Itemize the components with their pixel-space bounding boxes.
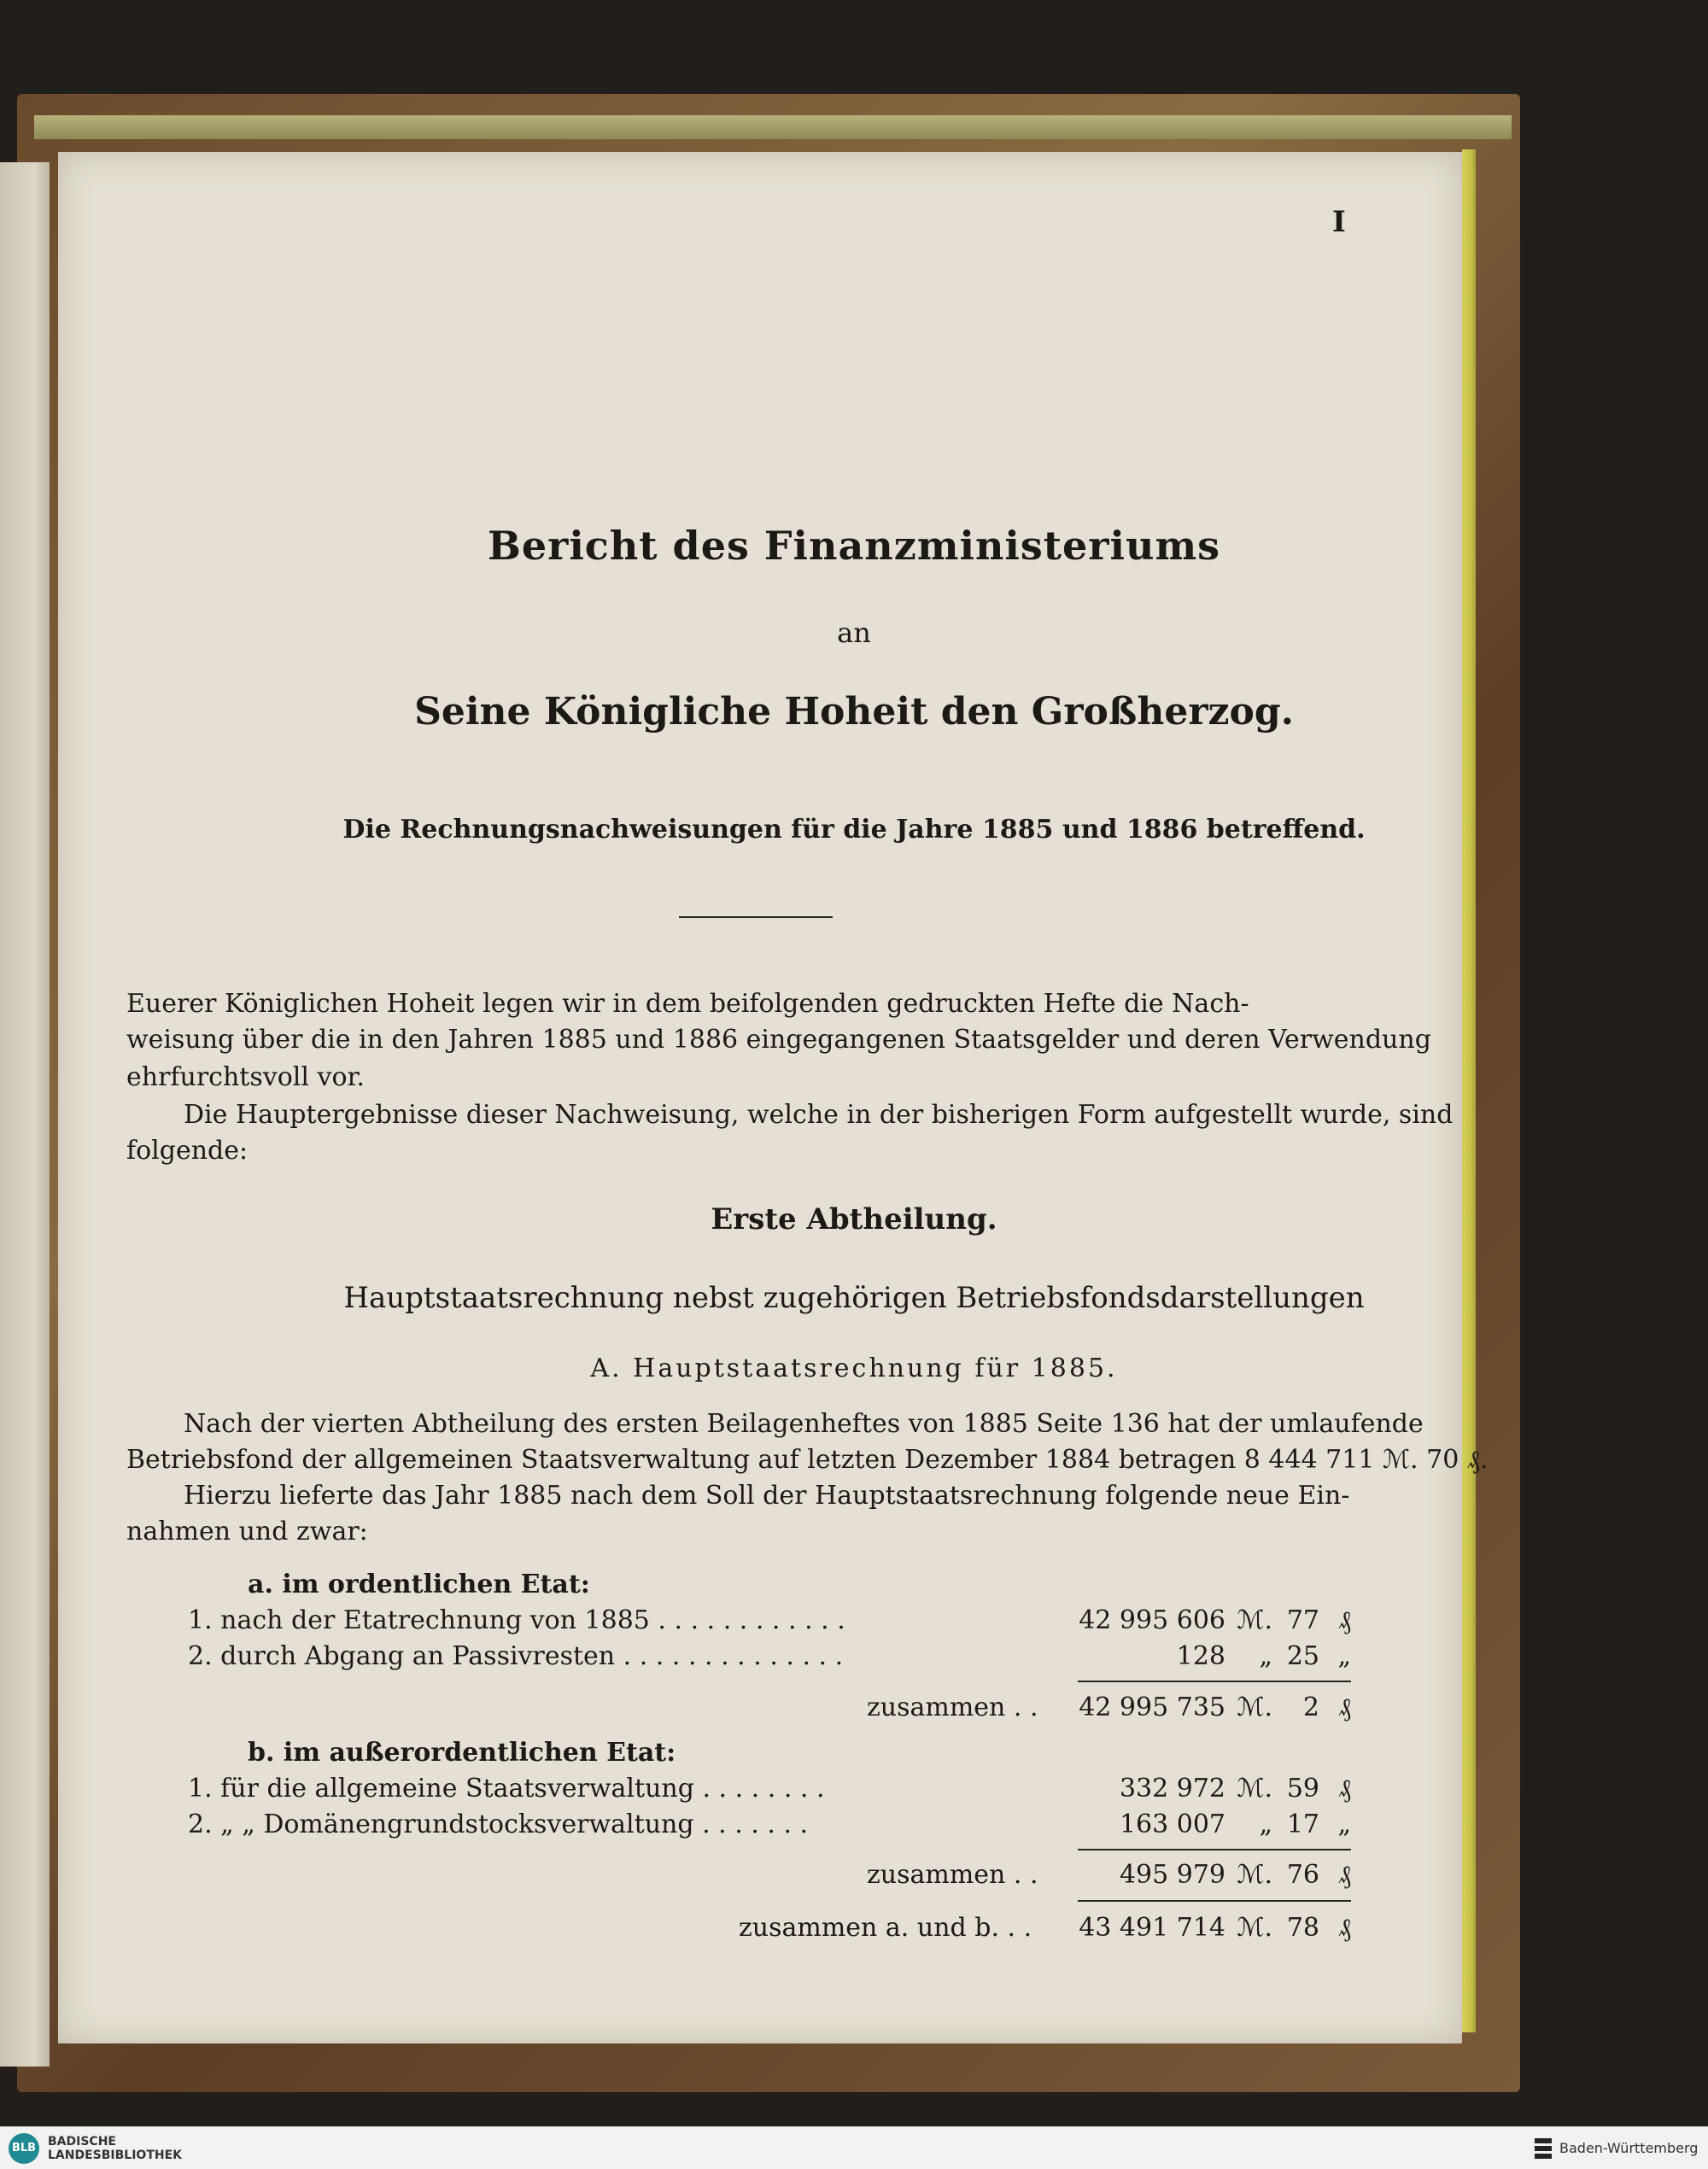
intro-line-4: Die Hauptergebnisse dieser Nachweisung, welche in der bisherigen Form aufgestellt wurde, sind [184,1100,1454,1130]
baden-wuerttemberg-lions-icon [1533,2137,1553,2160]
ledger-b-item-2-amount: 163 007 [1119,1809,1225,1839]
library-name-line-1: BADISCHE [48,2135,116,2149]
ledger-a-item-1-pf: 77 [1286,1605,1319,1635]
ledger-b-total-pf-unit: ₰ [1338,1860,1351,1890]
paragraph-2-line-1: Hierzu lieferte das Jahr 1885 nach dem Soll der Hauptstaatsrechnung folgende neue Ein- [184,1481,1350,1511]
section-subheading: Hauptstaatsrechnung nebst zugehörigen Betriebsfondsdarstellungen [343,1281,1365,1315]
ledger-b-total-mark-unit: ℳ. [1237,1860,1272,1890]
page-number: I [1332,205,1346,239]
title-divider [679,916,833,918]
ledger-b-item-2-pf-unit: „ [1337,1809,1351,1839]
extraordinary-budget-heading: b. im außerordentlichen Etat: [248,1738,676,1768]
ledger-b-total-pf: 76 [1286,1860,1319,1890]
ledger-a-item-2-pf: 25 [1286,1641,1319,1671]
ledger-a-item-2-mark-unit: „ [1259,1641,1272,1671]
grand-total-amount: 43 491 714 [1079,1913,1225,1943]
ledger-b-item-1-amount: 332 972 [1119,1774,1225,1804]
viewer-footer [0,2126,1708,2169]
title-an: an [837,617,871,649]
intro-line-3: ehrfurchtsvoll vor. [126,1062,366,1092]
ledger-a-total-amount: 42 995 735 [1079,1693,1225,1722]
paragraph-1-line-1: Nach der vierten Abtheilung des ersten Beilagenheftes von 1885 Seite 136 hat der umlaufende [184,1409,1424,1439]
intro-line-5: folgende: [126,1136,249,1166]
ledger-a-item-1-pf-unit: ₰ [1338,1605,1351,1635]
recipient-title: Seine Königliche Hoheit den Großherzog. [414,690,1294,734]
ledger-a-sum-rule [1078,1681,1351,1682]
book-top-edge [34,115,1512,139]
ledger-a-item-1-label: 1. nach der Etatrechnung von 1885 . . . . . . . . . . . . [188,1605,845,1635]
left-page-edge [0,162,50,2067]
ledger-b-total-label: zusammen . . [867,1860,1038,1890]
grand-total-pf-unit: ₰ [1338,1913,1351,1943]
grand-total-mark-unit: ℳ. [1237,1913,1272,1943]
subsection-a-heading: A. Hauptstaatsrechnung für 1885. [590,1353,1118,1383]
library-name-line-2: LANDESBIBLIOTHEK [48,2149,183,2162]
blb-logo-icon[interactable]: BLB [9,2133,39,2164]
state-name[interactable]: Baden-Württemberg [1559,2140,1699,2156]
report-title: Bericht des Finanzministeriums [487,523,1221,569]
ledger-a-total-mark-unit: ℳ. [1237,1693,1272,1722]
ledger-b-item-1-mark-unit: ℳ. [1237,1774,1272,1804]
ledger-b-total-amount: 495 979 [1119,1860,1225,1890]
intro-line-1: Euerer Königlichen Hoheit legen wir in dem beifolgenden gedruckten Hefte die Nach- [126,989,1249,1019]
library-name[interactable] [48,2135,182,2162]
grand-total-rule [1078,1900,1351,1902]
ledger-a-total-label: zusammen . . [867,1693,1038,1722]
ledger-b-item-1-label: 1. für die allgemeine Staatsverwaltung . . . . . . . . [188,1774,825,1804]
ledger-a-total-pf-unit: ₰ [1338,1693,1351,1722]
section-heading: Erste Abtheilung. [711,1202,997,1237]
ledger-a-item-1-mark-unit: ℳ. [1237,1605,1272,1635]
ledger-a-item-2-label: 2. durch Abgang an Passivresten . . . . . . . . . . . . . . [188,1641,844,1671]
subject-line: Die Rechnungsnachweisungen für die Jahre 1885 und 1886 betreffend. [342,815,1366,845]
ledger-b-item-2-label: 2. „ „ Domänengrundstocksverwaltung . . . . . . . [188,1809,809,1839]
grand-total-pf: 78 [1286,1913,1319,1943]
ordinary-budget-heading: a. im ordentlichen Etat: [248,1570,590,1599]
ledger-b-item-2-pf: 17 [1286,1809,1319,1839]
ledger-b-item-1-pf: 59 [1286,1774,1319,1804]
ledger-a-total-pf: 2 [1302,1693,1319,1722]
ledger-a-item-1-amount: 42 995 606 [1079,1605,1225,1635]
ledger-b-item-1-pf-unit: ₰ [1338,1774,1351,1804]
ledger-b-item-2-mark-unit: „ [1259,1809,1272,1839]
gilt-page-edge [1462,149,1476,2032]
intro-line-2: weisung über die in den Jahren 1885 und 1886 eingegangenen Staatsgelder und deren Verwendung [126,1025,1431,1055]
paragraph-2-line-2: nahmen und zwar: [126,1517,368,1546]
grand-total-label: zusammen a. und b. . . [739,1913,1032,1943]
paragraph-1-line-2: Betriebsfond der allgemeinen Staatsverwaltung auf letzten Dezember 1884 betragen 8 444 711 ℳ. 70 ₰. [126,1445,1489,1475]
ledger-a-item-2-amount: 128 [1176,1641,1225,1671]
ledger-b-sum-rule [1078,1849,1351,1850]
ledger-a-item-2-pf-unit: „ [1337,1641,1351,1671]
